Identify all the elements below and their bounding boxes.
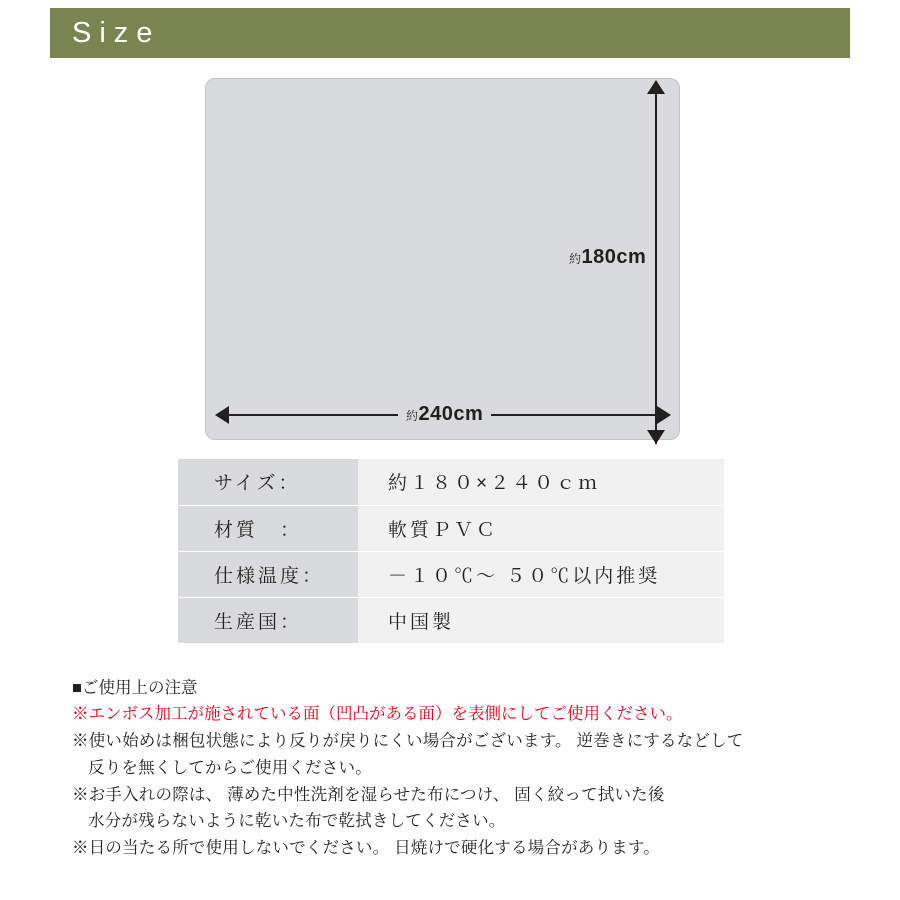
note-line-warning: ※エンボス加工が施されている面（凹凸がある面）を表側にしてご使用ください。 [72, 705, 683, 724]
section-header-banner [50, 8, 850, 58]
height-dimension-label [569, 246, 646, 269]
spec-label: 材質 ： [178, 505, 358, 551]
height-value: 180cm [581, 246, 647, 268]
notes-heading: ■ご使用上の注意 [72, 679, 198, 697]
table-row [178, 505, 724, 551]
spec-label: 仕様温度： [178, 551, 358, 597]
note-line: ※日の当たる所で使用しないでください。 日焼けで硬化する場合があります。 [72, 838, 660, 857]
table-row [178, 551, 724, 597]
spec-label: サイズ： [178, 459, 358, 505]
note-line: ※使い始めは梱包状態により反りが戻りにくい場合がございます。 逆巻きにするなどして [72, 732, 744, 751]
width-dimension-label [398, 403, 491, 426]
spec-label: 生産国： [178, 597, 358, 643]
size-diagram [205, 78, 680, 443]
vertical-dimension-line [655, 92, 657, 444]
usage-notes [72, 675, 872, 862]
spec-value: 約１８０×２４０ｃｍ [358, 459, 724, 505]
spec-value: －１０℃～ ５０℃以内推奨 [358, 551, 724, 597]
width-approx-prefix: 約 [406, 409, 419, 423]
table-row [178, 459, 724, 505]
note-line-continued: 水分が残らないように乾いた布で乾拭きしてください。 [88, 812, 506, 831]
spec-table [178, 459, 724, 643]
spec-value: 軟質ＰＶＣ [358, 505, 724, 551]
height-approx-prefix: 約 [569, 252, 582, 266]
table-row [178, 597, 724, 643]
note-line: ※お手入れの際は、 薄めた中性洗剤を湿らせた布につけ、 固く絞って拭いた後 [72, 785, 665, 804]
width-value: 240cm [418, 403, 484, 425]
note-line-continued: 反りを無くしてからご使用ください。 [88, 758, 372, 777]
dimension-arrow-down-icon [647, 430, 665, 444]
spec-value: 中国製 [358, 597, 724, 643]
dimension-arrow-right-icon [657, 406, 671, 424]
page-title: Size [72, 16, 161, 49]
